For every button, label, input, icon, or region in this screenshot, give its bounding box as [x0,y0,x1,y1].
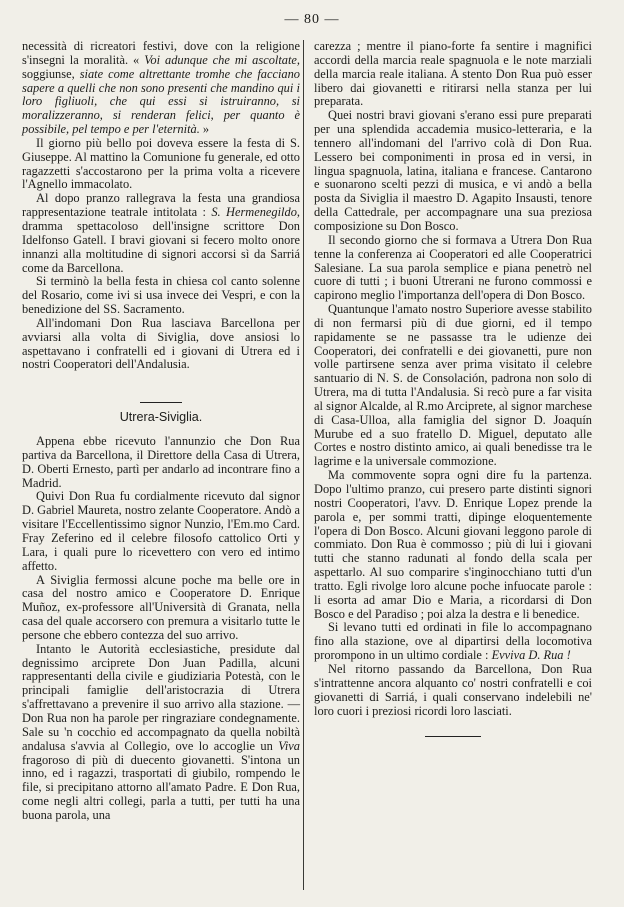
paragraph: Appena ebbe ricevuto l'annunzio che Don Rua partiva da Barcellona, il Direttore della Casa di Utrera, D. Oberti Ernesto, partì per andarlo ad incontrare fino a Madrid. [22,434,300,490]
paragraph: Il giorno più bello poi doveva essere la festa di S. Giuseppe. Al mattino la Comunione fu generale, ed otto ragazzetti s'accostarono per la prima volta a ricevere l'Agnello immacolato. [22,135,300,192]
page-number: — 80 — [284,12,340,27]
left-column [22,40,300,823]
column-divider [303,40,304,890]
right-column [314,40,592,737]
quoted-speech: Voi adunque che mi ascoltate, [144,52,301,67]
paragraph: Nel ritorno passando da Barcellona, Don Rua s'intrattenne ancora alquanto co' nostri confratelli e coi giovanetti di Sarriá, i quali conservano indelebili ne' loro cuori i preziosi ricordi loro lasciati. [314,661,592,718]
drama-title: S. Hermenegildo [211,205,297,220]
exclamation: Evviva D. Rua ! [491,648,571,663]
section-rule [140,402,182,403]
end-rule [425,736,481,737]
paragraph: Intanto le Autorità ecclesiastiche, presidute dal degnissimo arciprete Don Juan Padilla, alcuni rappresentanti della civile e giudiziaria Potestà, con le principali famiglie dell'aristocrazia di Utrera s'affrettavano a prevenire il suo arrivo alla stazione. — Don Rua non ha parole per ringraziare condegnamente. Sale su 'n cocchio ed accompagnato da quella nobiltà andalusa s'avvia al Collegio, ove lo accoglie un Viva fragoroso di più di duecento giovanetti. S'intona un inno, ed i ragazzi, trasportati di giubilo, rompendo le file, si precipitano attorno all'amato Padre. E Don Rua, come negli altri collegi, parla a tutti, per tutti ha una buona parola, una [22,641,300,822]
paragraph: necessità di ricreatori festivi, dove con la religione s'insegni la moralità. « Voi adunque che mi ascoltate, soggiunse, siate come altrettante tromhe che facciano sapere a quelli che non sono presenti che mandino qui i loro figliuoli, che qui essi si istruiranno, si moralizzeranno, si renderan felici, per quanto è possibile, pel tempo e per l'eternità. » [22,39,301,137]
paragraph: Al dopo pranzo rallegrava la festa una grandiosa rappresentazione teatrale intitolata : S. Hermenegildo, dramma spettacoloso dell'insigne scrittore Don Idelfonso Gatell. I bravi giovani si fecero molto onore innanzi alla moltitudine di signori accorsi sì da Sarriá come da Barcellona. [22,191,300,275]
paragraph: Si levano tutti ed ordinati in file lo accompagnano fino alla stazione, ove al dipartirsi della locomotiva prorompono in un ultimo cordiale : Evviva D. Rua ! [314,620,592,663]
paragraph: Quantunque l'amato nostro Superiore avesse stabilito di non fermarsi più di due giorni, ed il tempo rapidamente se ne passasse tra le udienze dei Cooperatori, dei confratelli e dei giovanetti, pure non volle partirsene senza aver prima visitato il celebre santuario di N. S. de Consolación, padrona non solo di Utrera, ma di tutta l'Andalusia. Si recò pure a far visita al signor Alcalde, al R.mo Arciprete, al signor marchese di Casa-Ulloa, alla famiglia del signor D. Joaquín Murube ed a suo fratello D. Miguel, deputato alle Cortes e nostro distinto amico, ai quali benedisse tra le lagrime e la universale commozione. [314,302,592,469]
paragraph: Quei nostri bravi giovani s'erano essi pure preparati per una splendida accademia musico-letteraria, e la tennero all'indomani del l'arrivo colà di Don Rua. Lessero bei componimenti in prosa ed in versi, in lingua spagnuola, latina, italiana e francese. Cantarono e suonarono scelti pezzi di musica, e vi andò a bella posta da Siviglia il maestro D. Agapito Insausti, tenore della Cattedrale, per accompagnare una sua preziosa composizione su Don Bosco. [314,108,592,233]
exclamation: Viva [278,738,300,753]
paragraph: Quivi Don Rua fu cordialmente ricevuto dal signor D. Gabriel Maureta, nostro zelante Cooperatore. Andò a visitare l'Eccellentissimo signor Nunzio, l'Em.mo Card. Fray Zeferino ed il celebre filosofo cattolico Orti y Lara, i quali pure lo ricevettero con vero ed intimo affetto. [22,489,301,573]
paragraph: Si terminò la bella festa in chiesa col canto solenne del Rosario, come ivi si usa invece dei Vespri, e con la benedizione del SS. Sacramento. [22,274,300,317]
paragraph: A Siviglia fermossi alcune poche ma belle ore in casa del nostro amico e Cooperatore D. Enrique Muñoz, ex-professore all'Università di Granata, nella casa del quale accorsero con premura a visitarlo tutte le persone che ebbero contezza del suo arrivo. [22,572,300,642]
paragraph: Ma commovente sopra ogni dire fu la partenza. Dopo l'ultimo pranzo, cui presero parte distinti signori nostri Cooperatori, l'avv. D. Enrique Lopez prende la parola e, per sommi tratti, dipinge eloquentemente l'opera di Don Bosco. Alcuni giovani leggono parole di commiato. Don Rua è commosso ; più di lui i giovani tutti che stanno radunati al fondo della scala per aspettarlo. Al suo comparire s'inginocchiano tutti d'un tratto. Egli rivolge loro alcune poche infuocate parole : li esorta ad amar Dio e Maria, a ricordarsi di Don Bosco e del Paradiso ; poi alza la destra e li benedice. [314,468,592,621]
paragraph: carezza ; mentre il piano-forte fa sentire i magnifici accordi della marcia reale spagnuola e le note marziali della marcia reale italiana. A stento Don Rua può esser libero dai giovanetti e ritirarsi nella stanza per lui preparata. [314,39,592,109]
paragraph: All'indomani Don Rua lasciava Barcellona per avviarsi alla volta di Siviglia, dove ansiosi lo aspettavano i confratelli ed i giovani di Utrera ed i nostri Cooperatori dell'Andalusia. [22,315,300,372]
quoted-speech: siate come altrettante tromhe che facciano sapere a quelli che non sono presenti che mandino qui i loro figliuoli, che qui essi si istruiranno, si moralizzeranno, si renderan felici, per quanto è possibile, pel tempo e per l'eternità. [22,66,300,137]
section-heading: Utrera-Siviglia. [119,410,203,425]
paragraph: Il secondo giorno che si formava a Utrera Don Rua tenne la conferenza ai Cooperatori ed alle Cooperatrici Salesiane. La sua parola semplice e piana penetrò nel cuore di tutti ; i buoni Utrerani ne furono commossi e capirono meglio l'importanza dell'opera di Don Bosco. [314,232,592,303]
